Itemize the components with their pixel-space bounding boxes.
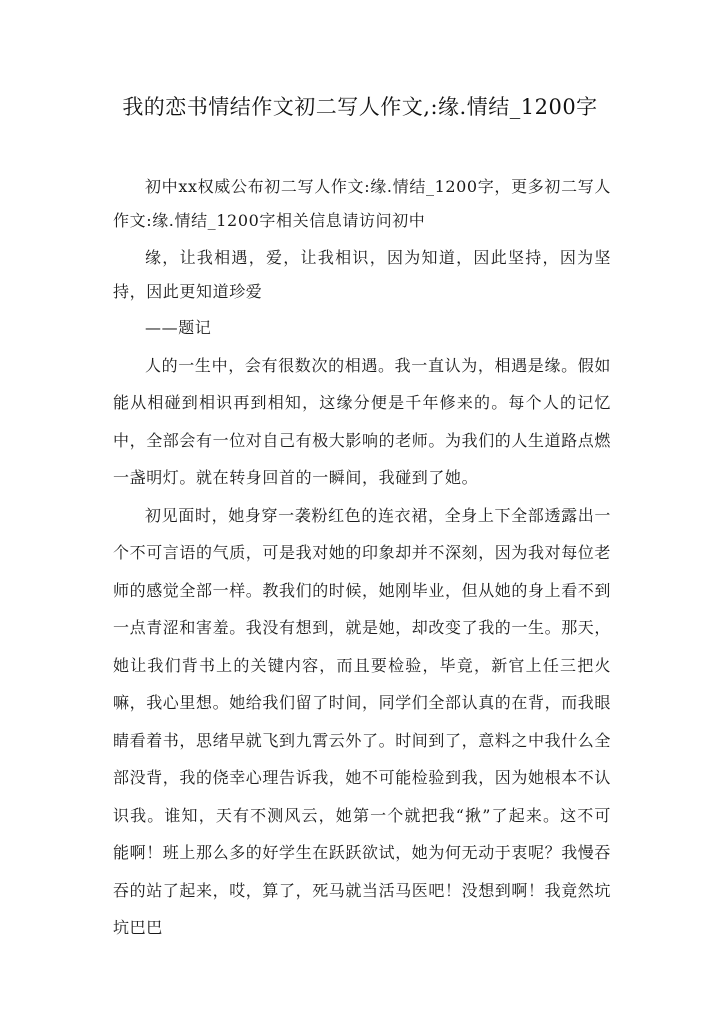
intro-paragraph: 初中xx权威公布初二写人作文:缘.情结_1200字，更多初二写人作文:缘.情结_1200字相关信息请访问初中	[113, 177, 611, 230]
document-body	[113, 170, 611, 947]
epigraph-paragraph: 缘，让我相遇，爱，让我相识，因为知道，因此坚持，因为坚持，因此更知道珍爱	[113, 248, 611, 301]
body-paragraph: 人的一生中，会有很数次的相遇。我一直认为，相遇是缘。假如能从相碰到相识再到相知，这缘分便是千年修来的。每个人的记忆中，全部会有一位对自己有极大影响的老师。为我们的人生道路点燃一盏明灯。就在转身回首的一瞬间，我碰到了她。	[113, 355, 612, 487]
document-title: 我的恋书情结作文初二写人作文,:缘.情结_1200字	[122, 95, 598, 119]
body-paragraph: 初见面时，她身穿一袭粉红色的连衣裙，全身上下全部透露出一个不可言语的气质，可是我对她的印象却并不深刻，因为我对每位老师的感觉全部一样。教我们的时候，她刚毕业，但从她的身上看不到一点青涩和害羞。我没有想到，就是她，却改变了我的一生。那天，她让我们背书上的关键内容，而且要检验，毕竟，新官上任三把火嘛，我心里想。她给我们留了时间，同学们全部认真的在背，而我眼睛看着书，思绪早就飞到九霄云外了。时间到了，意料之中我什么全部没背，我的侥幸心理告诉我，她不可能检验到我，因为她根本不认识我。谁知，天有不测风云，她第一个就把我“揪”了起来。这不可能啊！班上那么多的好学生在跃跃欲试，她为何无动于衷呢？我慢吞吞的站了起来，哎，算了，死马就当活马医吧！没想到啊！我竟然坑坑巴巴	[113, 505, 612, 937]
epigraph-attribution: ——题记	[145, 318, 212, 337]
